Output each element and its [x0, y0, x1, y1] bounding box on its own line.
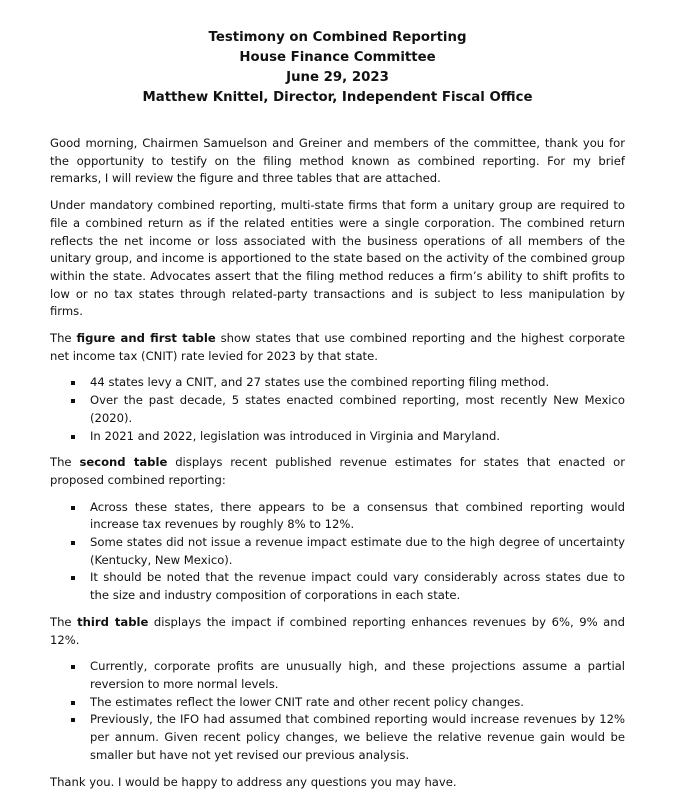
document-title: Testimony on Combined Reporting [208, 30, 467, 45]
closing-paragraph: Thank you. I would be happy to address any questions you may have. [50, 774, 457, 789]
speaker-name: Matthew Knittel, Director, Independent Fiscal Office [142, 90, 533, 105]
intro-paragraph: Good morning, Chairmen Samuelson and Greiner and members of the committee, thank you for the opportunity to testify on the filing method known as combined reporting. For my brief remarks, I will review the figure and three tables that are attached. [50, 136, 625, 186]
first-table-paragraph [50, 330, 625, 365]
bullet-text: Previously, the IFO had assumed that combined reporting would increase revenues by 12% per annum. Given recent policy changes, we believe the relative revenue gain would be smaller but have not yet revised our previous analysis. [90, 712, 625, 762]
bullet-icon [71, 718, 75, 722]
mandatory-reporting-paragraph: Under mandatory combined reporting, multi-state firms that form a unitary group are required to file a combined return as if the related entities were a single corporation. The combined return reflects the net income or loss associated with the business operations of all members of the unitary group, and income is apportioned to the state based on the activity of the combined group within the state. Advocates assert that the filing method reduces a firm’s ability to shift profits to low or no tax states through related-party transactions and is subject to less manipulation by firms. [50, 198, 625, 319]
first-table-post: show states that use combined reporting and the highest corporate net income tax (CNIT) rate levied for 2023 by that state. [50, 331, 626, 363]
bullet-text: Across these states, there appears to be a consensus that combined reporting would increase tax revenues by roughly 8% to 12%. [90, 499, 625, 532]
bullet-icon [71, 381, 75, 385]
third-table-bold: third table [77, 614, 149, 629]
bullet-icon [71, 665, 75, 669]
bullet-text: Over the past decade, 5 states enacted combined reporting, most recently New Mexico (2020). [90, 393, 625, 425]
bullet-text: In 2021 and 2022, legislation was introduced in Virginia and Maryland. [90, 428, 501, 443]
bullet-icon [71, 576, 75, 580]
bullet-text: It should be noted that the revenue impact could vary considerably across states due to the size and industry composition of corporations in each state. [90, 570, 625, 603]
first-bullet-list [50, 374, 625, 445]
list-item [50, 711, 625, 764]
list-item [50, 428, 625, 446]
first-table-bold: figure and first table [76, 331, 216, 346]
list-item [50, 569, 625, 604]
second-table-bold: second table [79, 455, 168, 470]
bullet-icon [71, 541, 75, 545]
bullet-icon [71, 701, 75, 705]
bullet-icon [71, 506, 75, 510]
list-item [50, 694, 625, 712]
list-item [50, 658, 625, 693]
bullet-text: Some states did not issue a revenue impact estimate due to the high degree of uncertainty (Kentucky, New Mexico). [90, 535, 625, 567]
second-table-post: displays recent published revenue estimates for states that enacted or proposed combined reporting: [50, 455, 625, 487]
bullet-icon [71, 435, 75, 439]
list-item [50, 499, 625, 534]
bullet-text: The estimates reflect the lower CNIT rate and other recent policy changes. [90, 694, 524, 709]
list-item [50, 374, 625, 392]
testimony-date: June 29, 2023 [286, 70, 389, 85]
first-table-pre: The [50, 331, 77, 346]
committee-name: House Finance Committee [239, 50, 436, 65]
third-table-pre: The [50, 614, 78, 629]
second-table-paragraph [50, 454, 625, 489]
second-table-pre: The [50, 455, 80, 470]
list-item [50, 392, 625, 427]
bullet-text: 44 states levy a CNIT, and 27 states use the combined reporting filing method. [90, 375, 550, 390]
third-bullet-list [50, 658, 625, 764]
bullet-text: Currently, corporate profits are unusually high, and these projections assume a partial reversion to more normal levels. [90, 659, 625, 691]
third-table-post: displays the impact if combined reporting enhances revenues by 6%, 9% and 12%. [50, 614, 625, 647]
document-header [50, 28, 625, 108]
list-item [50, 534, 625, 569]
third-table-paragraph [50, 614, 625, 649]
bullet-icon [71, 399, 75, 403]
second-bullet-list [50, 499, 625, 605]
